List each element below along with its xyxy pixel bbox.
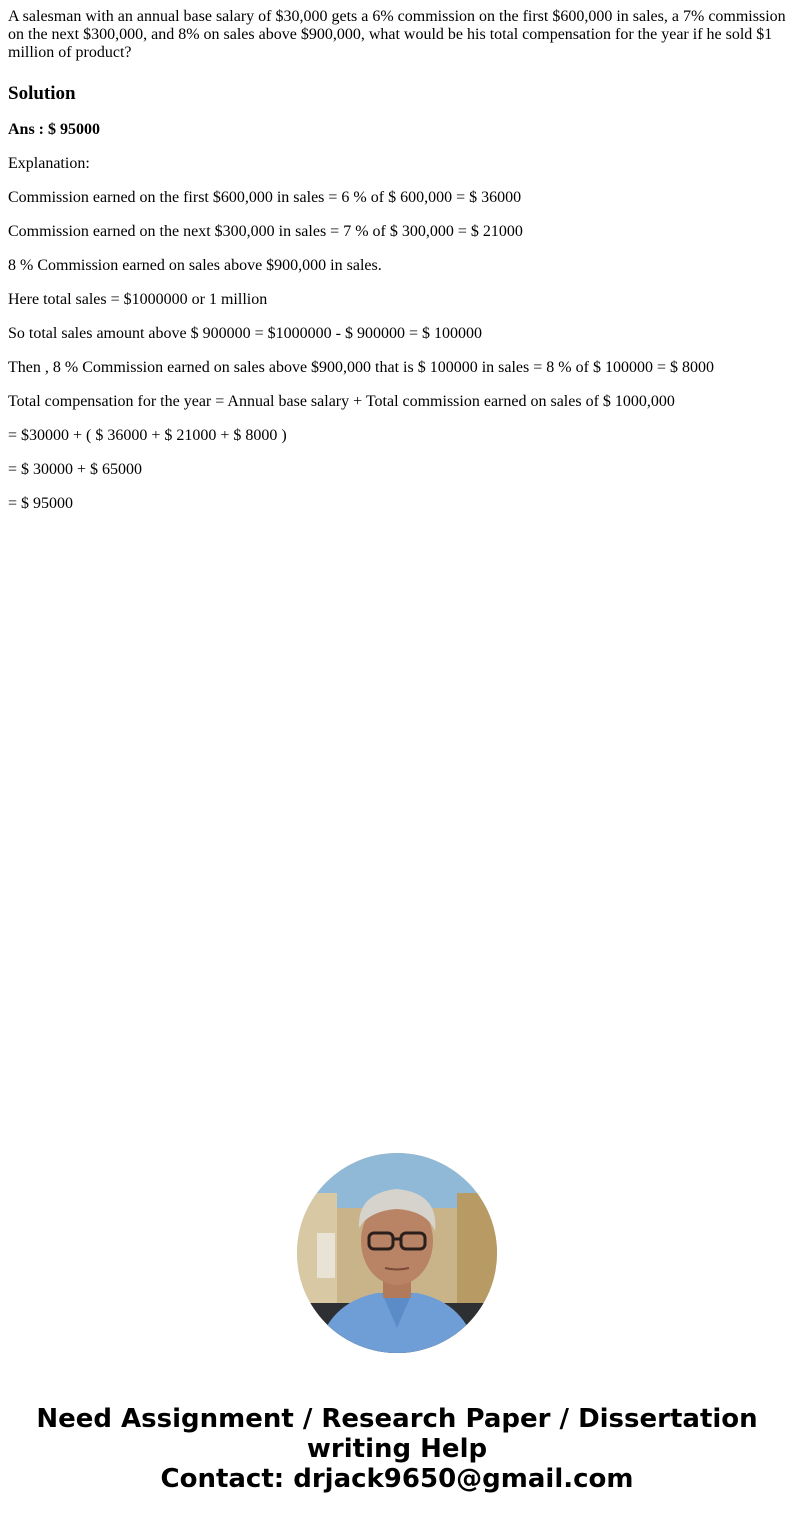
explanation-line: So total sales amount above $ 900000 = $1000000 - $ 900000 = $ 100000 bbox=[8, 325, 483, 342]
solution-document bbox=[8, 8, 788, 513]
explanation-line: = $30000 + ( $ 36000 + $ 21000 + $ 8000 ) bbox=[8, 427, 287, 444]
explanation-line: Explanation: bbox=[8, 155, 90, 172]
explanation-line: Then , 8 % Commission earned on sales above $900,000 that is $ 100000 in sales = 8 % of $ 100000 = $ 8000 bbox=[8, 359, 714, 376]
promo-line: Need Assignment / Research Paper / Dissertation bbox=[36, 1404, 758, 1434]
explanation-line: Total compensation for the year = Annual base salary + Total commission earned on sales of $ 1000,000 bbox=[8, 393, 675, 410]
explanation-line: 8 % Commission earned on sales above $900,000 in sales. bbox=[8, 257, 382, 274]
explanation-line: Commission earned on the first $600,000 in sales = 6 % of $ 600,000 = $ 36000 bbox=[8, 189, 522, 206]
promo-line: writing Help bbox=[306, 1434, 488, 1464]
solution-heading: Solution bbox=[8, 83, 76, 104]
question-text: A salesman with an annual base salary of $30,000 gets a 6% commission on the first $600,000 in sales, a 7% commission on the next $300,000, and 8% on sales above $900,000, what would be his total compensation for the year if he sold $1 million of product? bbox=[8, 8, 786, 61]
promo-banner bbox=[0, 1404, 794, 1494]
answer-text: Ans : $ 95000 bbox=[8, 121, 101, 138]
explanation-line: = $ 30000 + $ 65000 bbox=[8, 461, 143, 478]
contact-line: Contact: drjack9650@gmail.com bbox=[160, 1464, 634, 1494]
explanation-line: = $ 95000 bbox=[8, 495, 74, 512]
explanation-line: Here total sales = $1000000 or 1 million bbox=[8, 291, 268, 308]
person-portrait-icon bbox=[297, 1153, 497, 1353]
explanation-line: Commission earned on the next $300,000 in sales = 7 % of $ 300,000 = $ 21000 bbox=[8, 223, 523, 240]
